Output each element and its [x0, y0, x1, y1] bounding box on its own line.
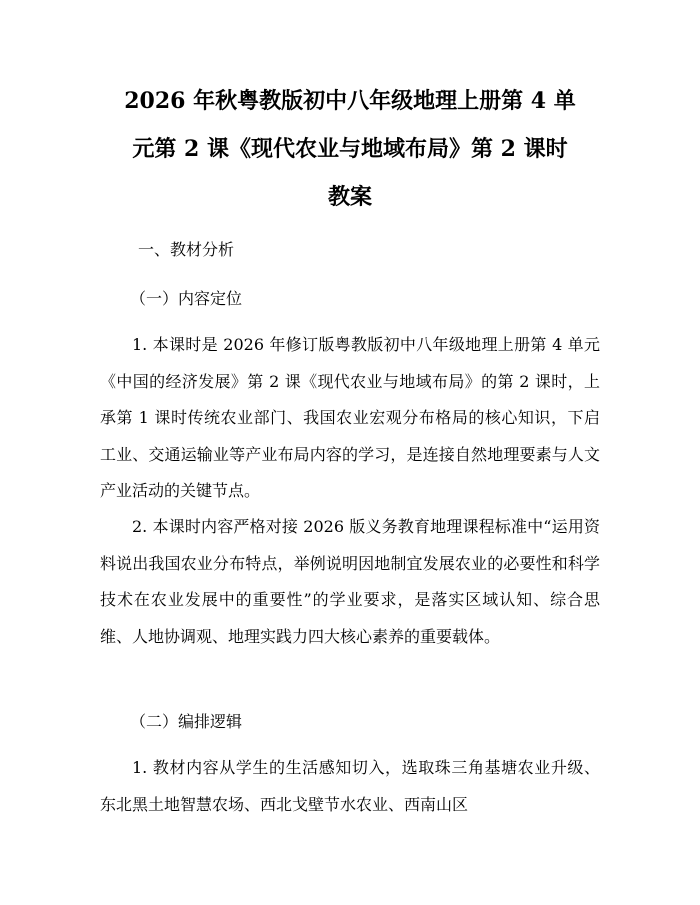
paragraph-positioning-2: 2. 本课时内容严格对接 2026 版义务教育地理课程标准中“运用资料说出我国农业分布特点，举例说明因地制宜发展农业的必要性和科学技术在农业发展中的重要性”的学业要求，是落实区域认知、综合思维、人地协调观、地理实践力四大核心素养的重要载体。 — [100, 517, 600, 646]
paragraph-positioning-1: 1. 本课时是 2026 年修订版粤教版初中八年级地理上册第 4 单元《中国的经济发展》第 2 课《现代农业与地域布局》的第 2 课时，上承第 1 课时传统农业部门、我国农业宏观分布格局的核心知识，下启工业、交通运输业等产业布局内容的学习，是连接自然地理要素与人文产业活动的关键节点。 — [100, 335, 600, 500]
document-title-line-3: 教案 — [327, 184, 372, 210]
subsection-heading-content-positioning: （一）内容定位 — [130, 289, 243, 308]
paragraph-arrangement-1: 1. 教材内容从学生的生活感知切入，选取珠三角基塘农业升级、东北黑土地智慧农场、西北戈壁节水农业、西南山区 — [100, 758, 600, 814]
document-title-line-1: 2026 年秋粤教版初中八年级地理上册第 4 单 — [124, 88, 576, 114]
subsection-heading-arrangement-logic: （二）编排逻辑 — [130, 712, 243, 731]
section-heading-textbook-analysis: 一、教材分析 — [138, 240, 235, 259]
document-title-line-2: 元第 2 课《现代农业与地域布局》第 2 课时 — [132, 136, 568, 162]
